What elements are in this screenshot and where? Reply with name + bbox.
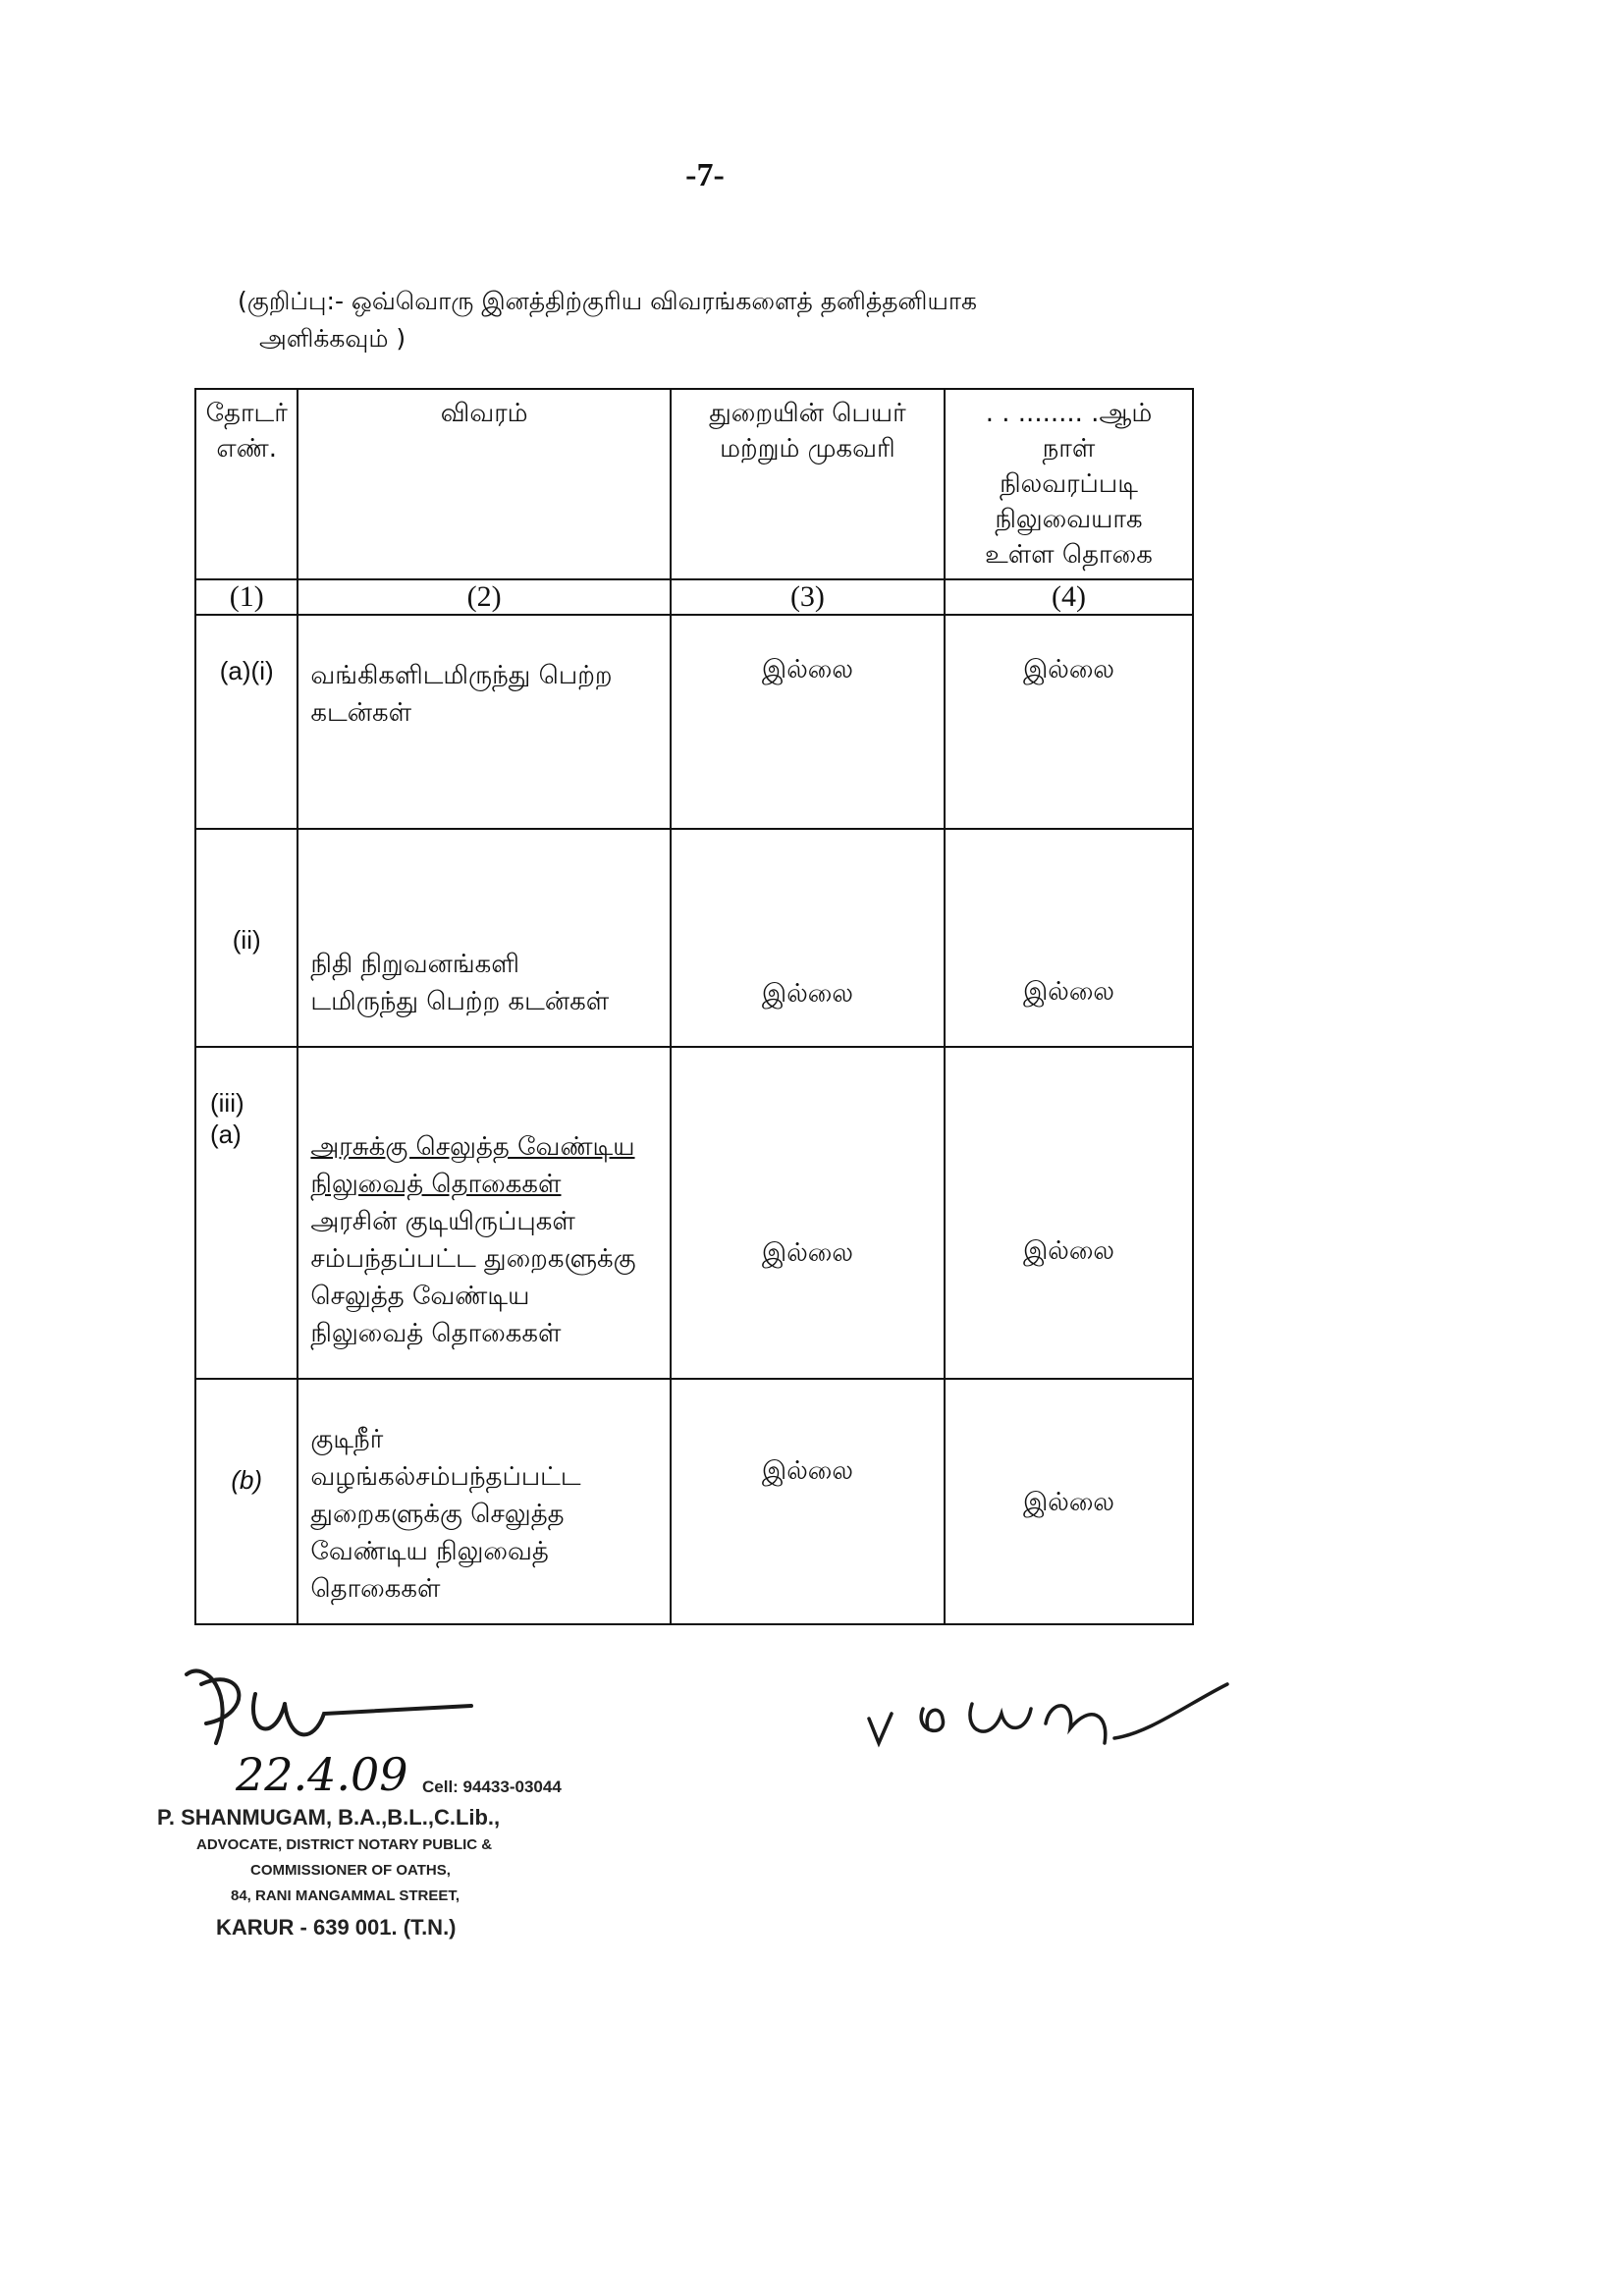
signature-date: 22.4.09 — [236, 1748, 408, 1801]
header-description: விவரம் — [298, 389, 670, 579]
column-number: (4) — [945, 579, 1193, 615]
serial-cell: (a)(i) — [195, 615, 298, 829]
department-cell: இல்லை — [671, 1047, 945, 1379]
stamp-cell-number: Cell: 94433-03044 — [422, 1777, 562, 1796]
department-cell: இல்லை — [671, 1379, 945, 1624]
declarant-signature — [864, 1665, 1247, 1773]
table-row — [195, 1379, 1193, 1624]
stamp-line: ADVOCATE, DISTRICT NOTARY PUBLIC & — [196, 1836, 493, 1853]
stamp-city: KARUR - 639 001. (T.N.) — [216, 1915, 457, 1940]
department-cell: இல்லை — [671, 615, 945, 829]
note-line-2: அளிக்கவும் ) — [259, 324, 406, 353]
table-row — [195, 1047, 1193, 1379]
header-serial: தோடர் எண். — [195, 389, 298, 579]
column-number-row — [195, 579, 1193, 615]
column-number: (1) — [195, 579, 298, 615]
description-cell: குடிநீர் வழங்கல்சம்பந்தப்பட்ட துறைகளுக்கு செலுத்த வேண்டிய நிலுவைத் தொகைகள் — [298, 1379, 670, 1624]
stamp-line: COMMISSIONER OF OATHS, — [250, 1862, 451, 1879]
department-cell: இல்லை — [671, 829, 945, 1047]
table-row — [195, 829, 1193, 1047]
header-row — [195, 389, 1193, 579]
amount-cell: இல்லை — [945, 1379, 1193, 1624]
header-department: துறையின் பெயர் மற்றும் முகவரி — [671, 389, 945, 579]
description-cell: அரசுக்கு செலுத்த வேண்டிய நிலுவைத் தொகைகள் அரசின் குடியிருப்புகள் சம்பந்தப்பட்ட துறைகளுக்கு செலுத்த வேண்டிய நிலுவைத் தொகைகள் — [298, 1047, 670, 1379]
stamp-name: P. SHANMUGAM, B.A.,B.L.,C.Lib., — [157, 1805, 501, 1830]
note — [238, 283, 1121, 357]
serial-cell: (iii) (a) — [195, 1047, 298, 1379]
column-number: (2) — [298, 579, 670, 615]
column-number: (3) — [671, 579, 945, 615]
table-row — [195, 615, 1193, 829]
serial-cell: (ii) — [195, 829, 298, 1047]
serial-cell: (b) — [195, 1379, 298, 1624]
description-cell: நிதி நிறுவனங்களி டமிருந்து பெற்ற கடன்கள் — [298, 829, 670, 1047]
liabilities-table — [194, 388, 1194, 1625]
stamp-line: 84, RANI MANGAMMAL STREET, — [231, 1887, 460, 1904]
amount-cell: இல்லை — [945, 1047, 1193, 1379]
description-cell: வங்கிகளிடமிருந்து பெற்ற கடன்கள் — [298, 615, 670, 829]
page-number: -7- — [685, 157, 725, 193]
amount-cell: இல்லை — [945, 615, 1193, 829]
amount-cell: இல்லை — [945, 829, 1193, 1047]
note-line-1: (குறிப்பு:- ஒவ்வொரு இனத்திற்குரிய விவரங்களைத் தனித்தனியாக — [238, 287, 977, 315]
header-amount: . . ........ .ஆம் நாள் நிலவரப்படி நிலுவையாக உள்ள தொகை — [945, 389, 1193, 579]
